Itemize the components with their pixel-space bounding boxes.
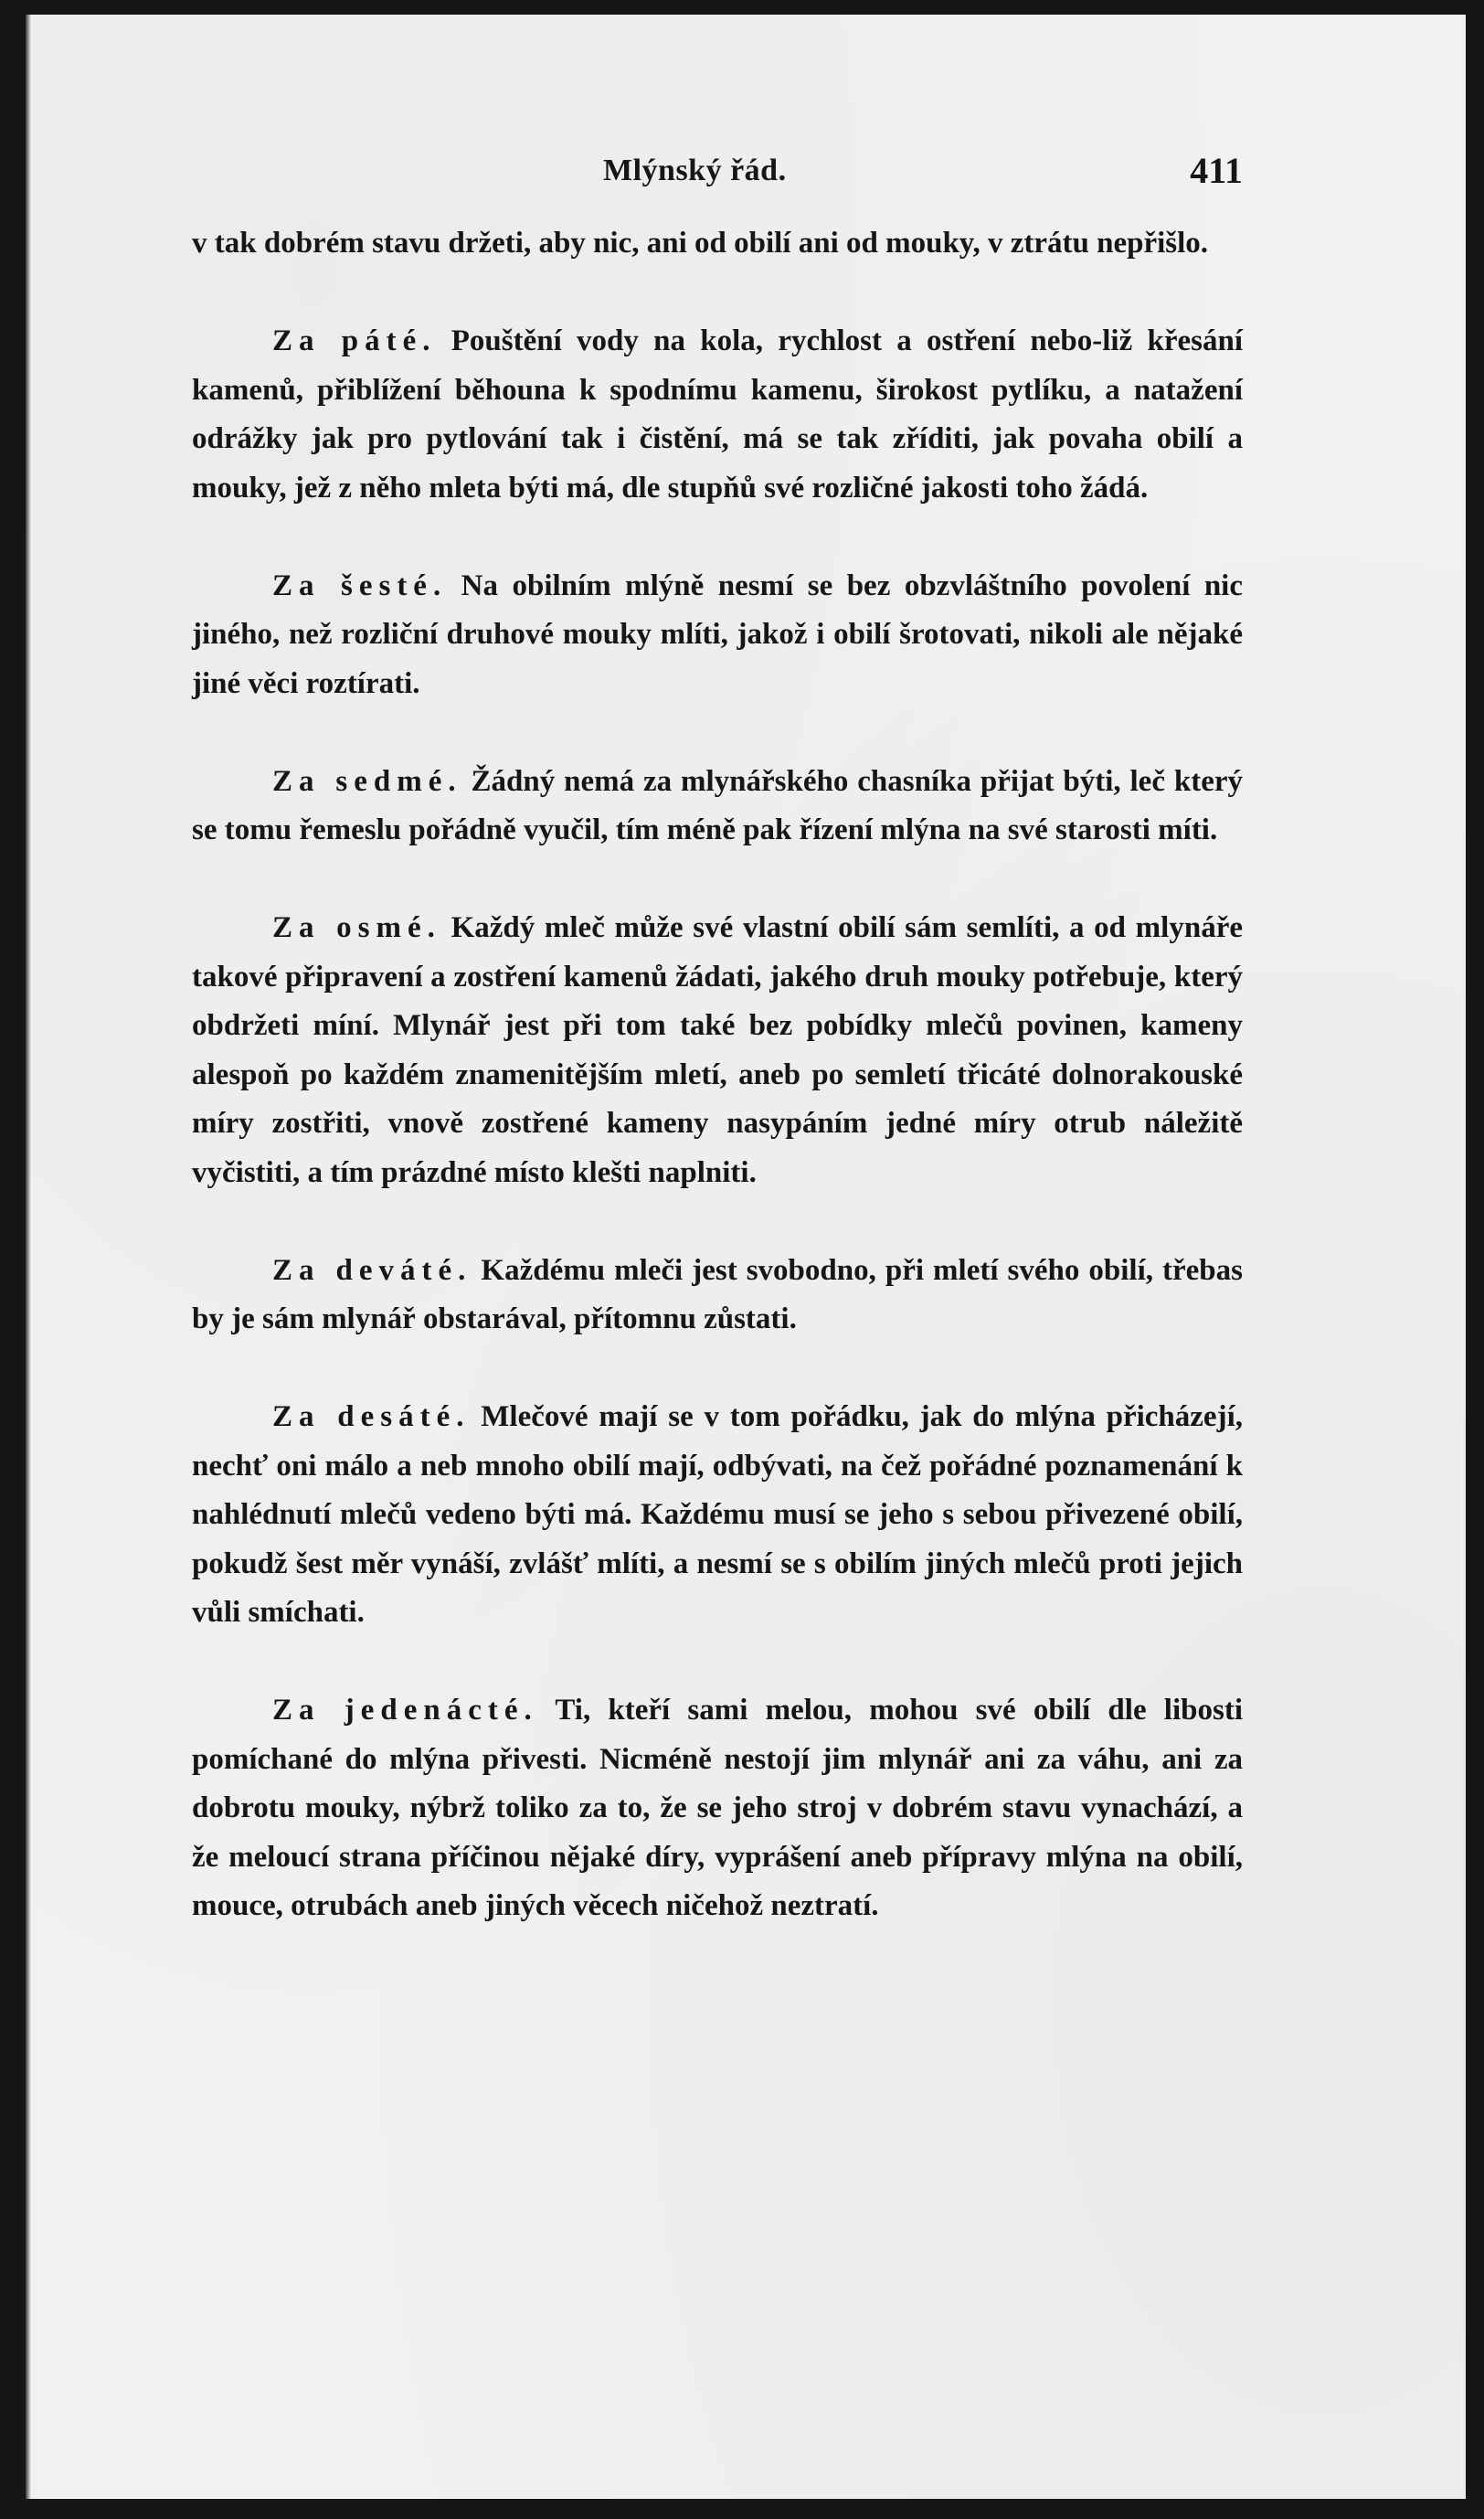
paragraph-article-11 bbox=[192, 1686, 1243, 1931]
paragraph-article-9 bbox=[192, 1247, 1243, 1345]
running-header bbox=[192, 146, 1243, 207]
article-heading: Za šesté. bbox=[272, 569, 448, 602]
article-heading: Za osmé. bbox=[272, 911, 441, 944]
paragraph-continued bbox=[192, 219, 1243, 269]
paragraph-article-5 bbox=[192, 317, 1243, 513]
article-heading: Za jedenácté. bbox=[272, 1694, 538, 1727]
page-number: 411 bbox=[1190, 150, 1243, 191]
paragraph-text: Každému mleči jest svobodno, při mletí svého obilí, třebas by je sám mlynář obstarával, přítomnu zůstati. bbox=[192, 1253, 1243, 1335]
article-heading: Za deváté. bbox=[272, 1253, 472, 1287]
article-heading: Za desáté. bbox=[272, 1400, 471, 1433]
paragraph-text: Žádný nemá za mlynářského chasníka přijat býti, leč který se tomu řemeslu pořádně vyučil, tím méně pak řízení mlýna na své starosti míti. bbox=[192, 764, 1243, 846]
article-heading: Za sedmé. bbox=[272, 764, 462, 798]
paragraph-text: Na obilním mlýně nesmí se bez obzvláštního povolení nic jiného, než rozliční druhové mouky mlíti, jakož i obilí šrotovati, nikoli ale nějaké jiné věci roztírati. bbox=[192, 569, 1243, 700]
paragraph-article-8 bbox=[192, 904, 1243, 1197]
paragraph-article-10 bbox=[192, 1393, 1243, 1638]
paragraph-text: Mlečové mají se v tom pořádku, jak do mlýna přicházejí, nechť oni málo a neb mnoho obilí mají, odbývati, na čež pořádné poznamenání k nahlédnutí mlečů vedeno býti má. Každému musí se jeho s sebou přivezené obilí, pokudž šest měr vynáší, zvlášť mlíti, a nesmí se s obilím jiných mlečů proti jejich vůli smíchati. bbox=[192, 1400, 1243, 1629]
paragraph-text: Každý mleč může své vlastní obilí sám semlíti, a od mlynáře takové připravení a zostření kamenů žádati, jakého druh mouky potřebuje, který obdržeti míní. Mlynář jest při tom také bez pobídky mlečů povinen, kameny alespoň po každém znamenitějším mletí, aneb po semletí třicáté dolnorakouské míry zostřiti, vnově zostřené kameny nasypáním jedné míry otrub náležitě vyčistiti, a tím prázdné místo klešti naplniti. bbox=[192, 911, 1243, 1189]
paragraph-article-6 bbox=[192, 562, 1243, 709]
article-heading: Za páté. bbox=[272, 324, 437, 357]
paragraph-text: Ti, kteří sami melou, mohou své obilí dle libosti pomíchané do mlýna přivesti. Nicméně nestojí jim mlynář ani za váhu, ani za dobrotu mouky, nýbrž toliko za to, že se jeho stroj v dobrém stavu vynachází, a že meloucí strana příčinou nějaké díry, vyprášení aneb přípravy mlýna na obilí, mouce, otrubách aneb jiných věcech ničehož neztratí. bbox=[192, 1694, 1243, 1922]
paragraph-article-7 bbox=[192, 758, 1243, 856]
page-content bbox=[192, 146, 1243, 1980]
paragraph-text: v tak dobrém stavu držeti, aby nic, ani od obilí ani od mouky, v ztrátu nepřišlo. bbox=[192, 227, 1209, 260]
running-title: Mlýnský řád. bbox=[603, 154, 787, 187]
paragraph-text: Pouštění vody na kola, rychlost a ostření nebo-liž křesání kamenů, přiblížení běhouna k spodnímu kamenu, širokost pytlíku, a natažení odrážky jak pro pytlování tak i čistění, má se tak zříditi, jak povaha obilí a mouky, jež z něho mleta býti má, dle stupňů své rozličné jakosti toho žádá. bbox=[192, 324, 1243, 505]
page-binding-shadow bbox=[26, 15, 31, 2499]
